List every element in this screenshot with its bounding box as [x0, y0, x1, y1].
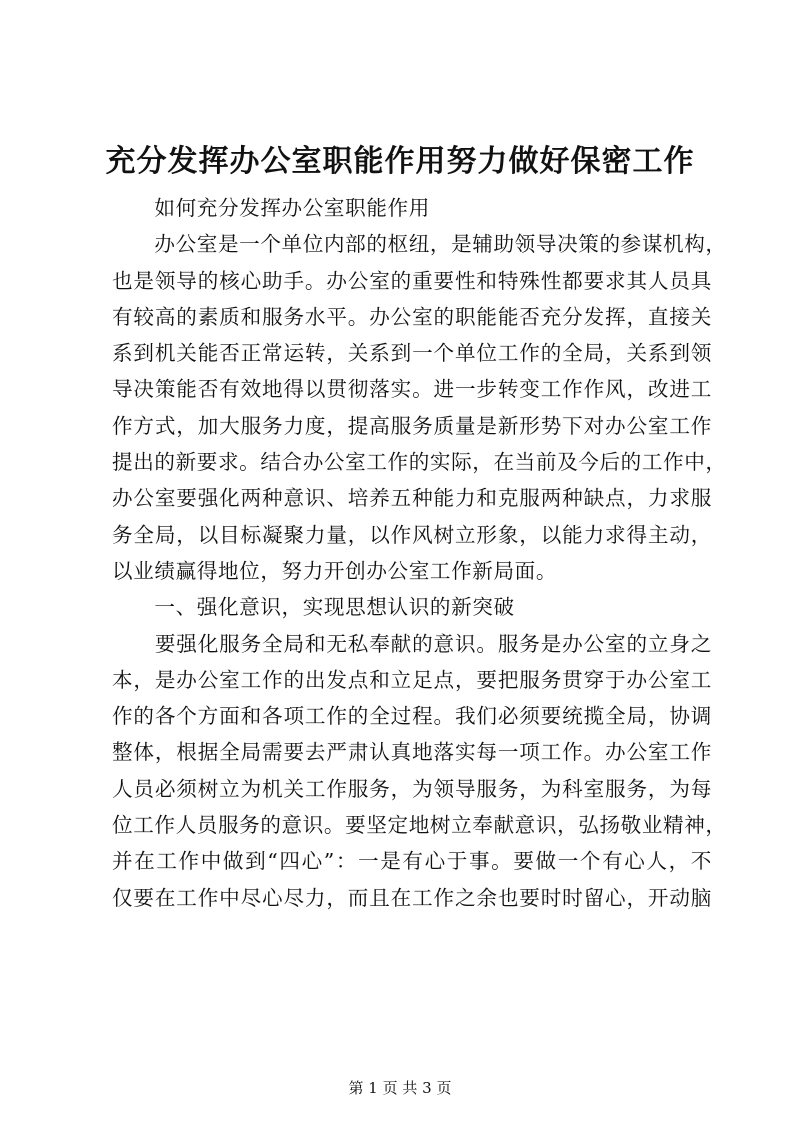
- body-line: 作的各个方面和各项工作的全过程。我们必须要统揽全局，协调: [112, 704, 712, 729]
- body-line: 以业绩赢得地位，努力开创办公室工作新局面。: [112, 558, 558, 583]
- body-line: 办公室是一个单位内部的枢纽，是辅助领导决策的参谋机构，: [112, 232, 727, 257]
- body-line: 仅要在工作中尽心尽力，而且在工作之余也要时时留心，开动脑: [112, 885, 712, 910]
- body-line: 务全局，以目标凝聚力量，以作风树立形象，以能力求得主动，: [112, 522, 712, 547]
- document-title: 充分发挥办公室职能作用努力做好保密工作: [105, 144, 695, 179]
- body-line: 提出的新要求。结合办公室工作的实际，在当前及今后的工作中，: [112, 450, 727, 475]
- body-line: 人员必须树立为机关工作服务，为领导服务，为科室服务，为每: [112, 776, 712, 801]
- body-line: 整体，根据全局需要去严肃认真地落实每一项工作。办公室工作: [112, 740, 712, 765]
- document-body: [112, 190, 727, 916]
- section-heading: 一、强化意识，实现思想认识的新突破: [112, 595, 515, 620]
- body-line: 系到机关能否正常运转，关系到一个单位工作的全局，关系到领: [112, 341, 712, 366]
- body-line: 本，是办公室工作的出发点和立足点，要把服务贯穿于办公室工: [112, 667, 712, 692]
- body-line: 也是领导的核心助手。办公室的重要性和特殊性都要求其人员具: [112, 268, 712, 293]
- page-number-footer: 第 1 页 共 3 页: [348, 1079, 452, 1097]
- body-line: 位工作人员服务的意识。要坚定地树立奉献意识，弘扬敬业精神，: [112, 813, 727, 838]
- body-line: 并在工作中做到“四心”：一是有心于事。要做一个有心人，不: [112, 849, 712, 874]
- body-line: 要强化服务全局和无私奉献的意识。服务是办公室的立身之: [112, 631, 712, 656]
- body-line: 导决策能否有效地得以贯彻落实。进一步转变工作作风，改进工: [112, 377, 712, 402]
- body-line: 有较高的素质和服务水平。办公室的职能能否充分发挥，直接关: [112, 304, 712, 329]
- section-subtitle: 如何充分发挥办公室职能作用: [112, 196, 430, 220]
- body-line: 办公室要强化两种意识、培养五种能力和克服两种缺点，力求服: [112, 486, 712, 511]
- body-line: 作方式，加大服务力度，提高服务质量是新形势下对办公室工作: [112, 413, 712, 438]
